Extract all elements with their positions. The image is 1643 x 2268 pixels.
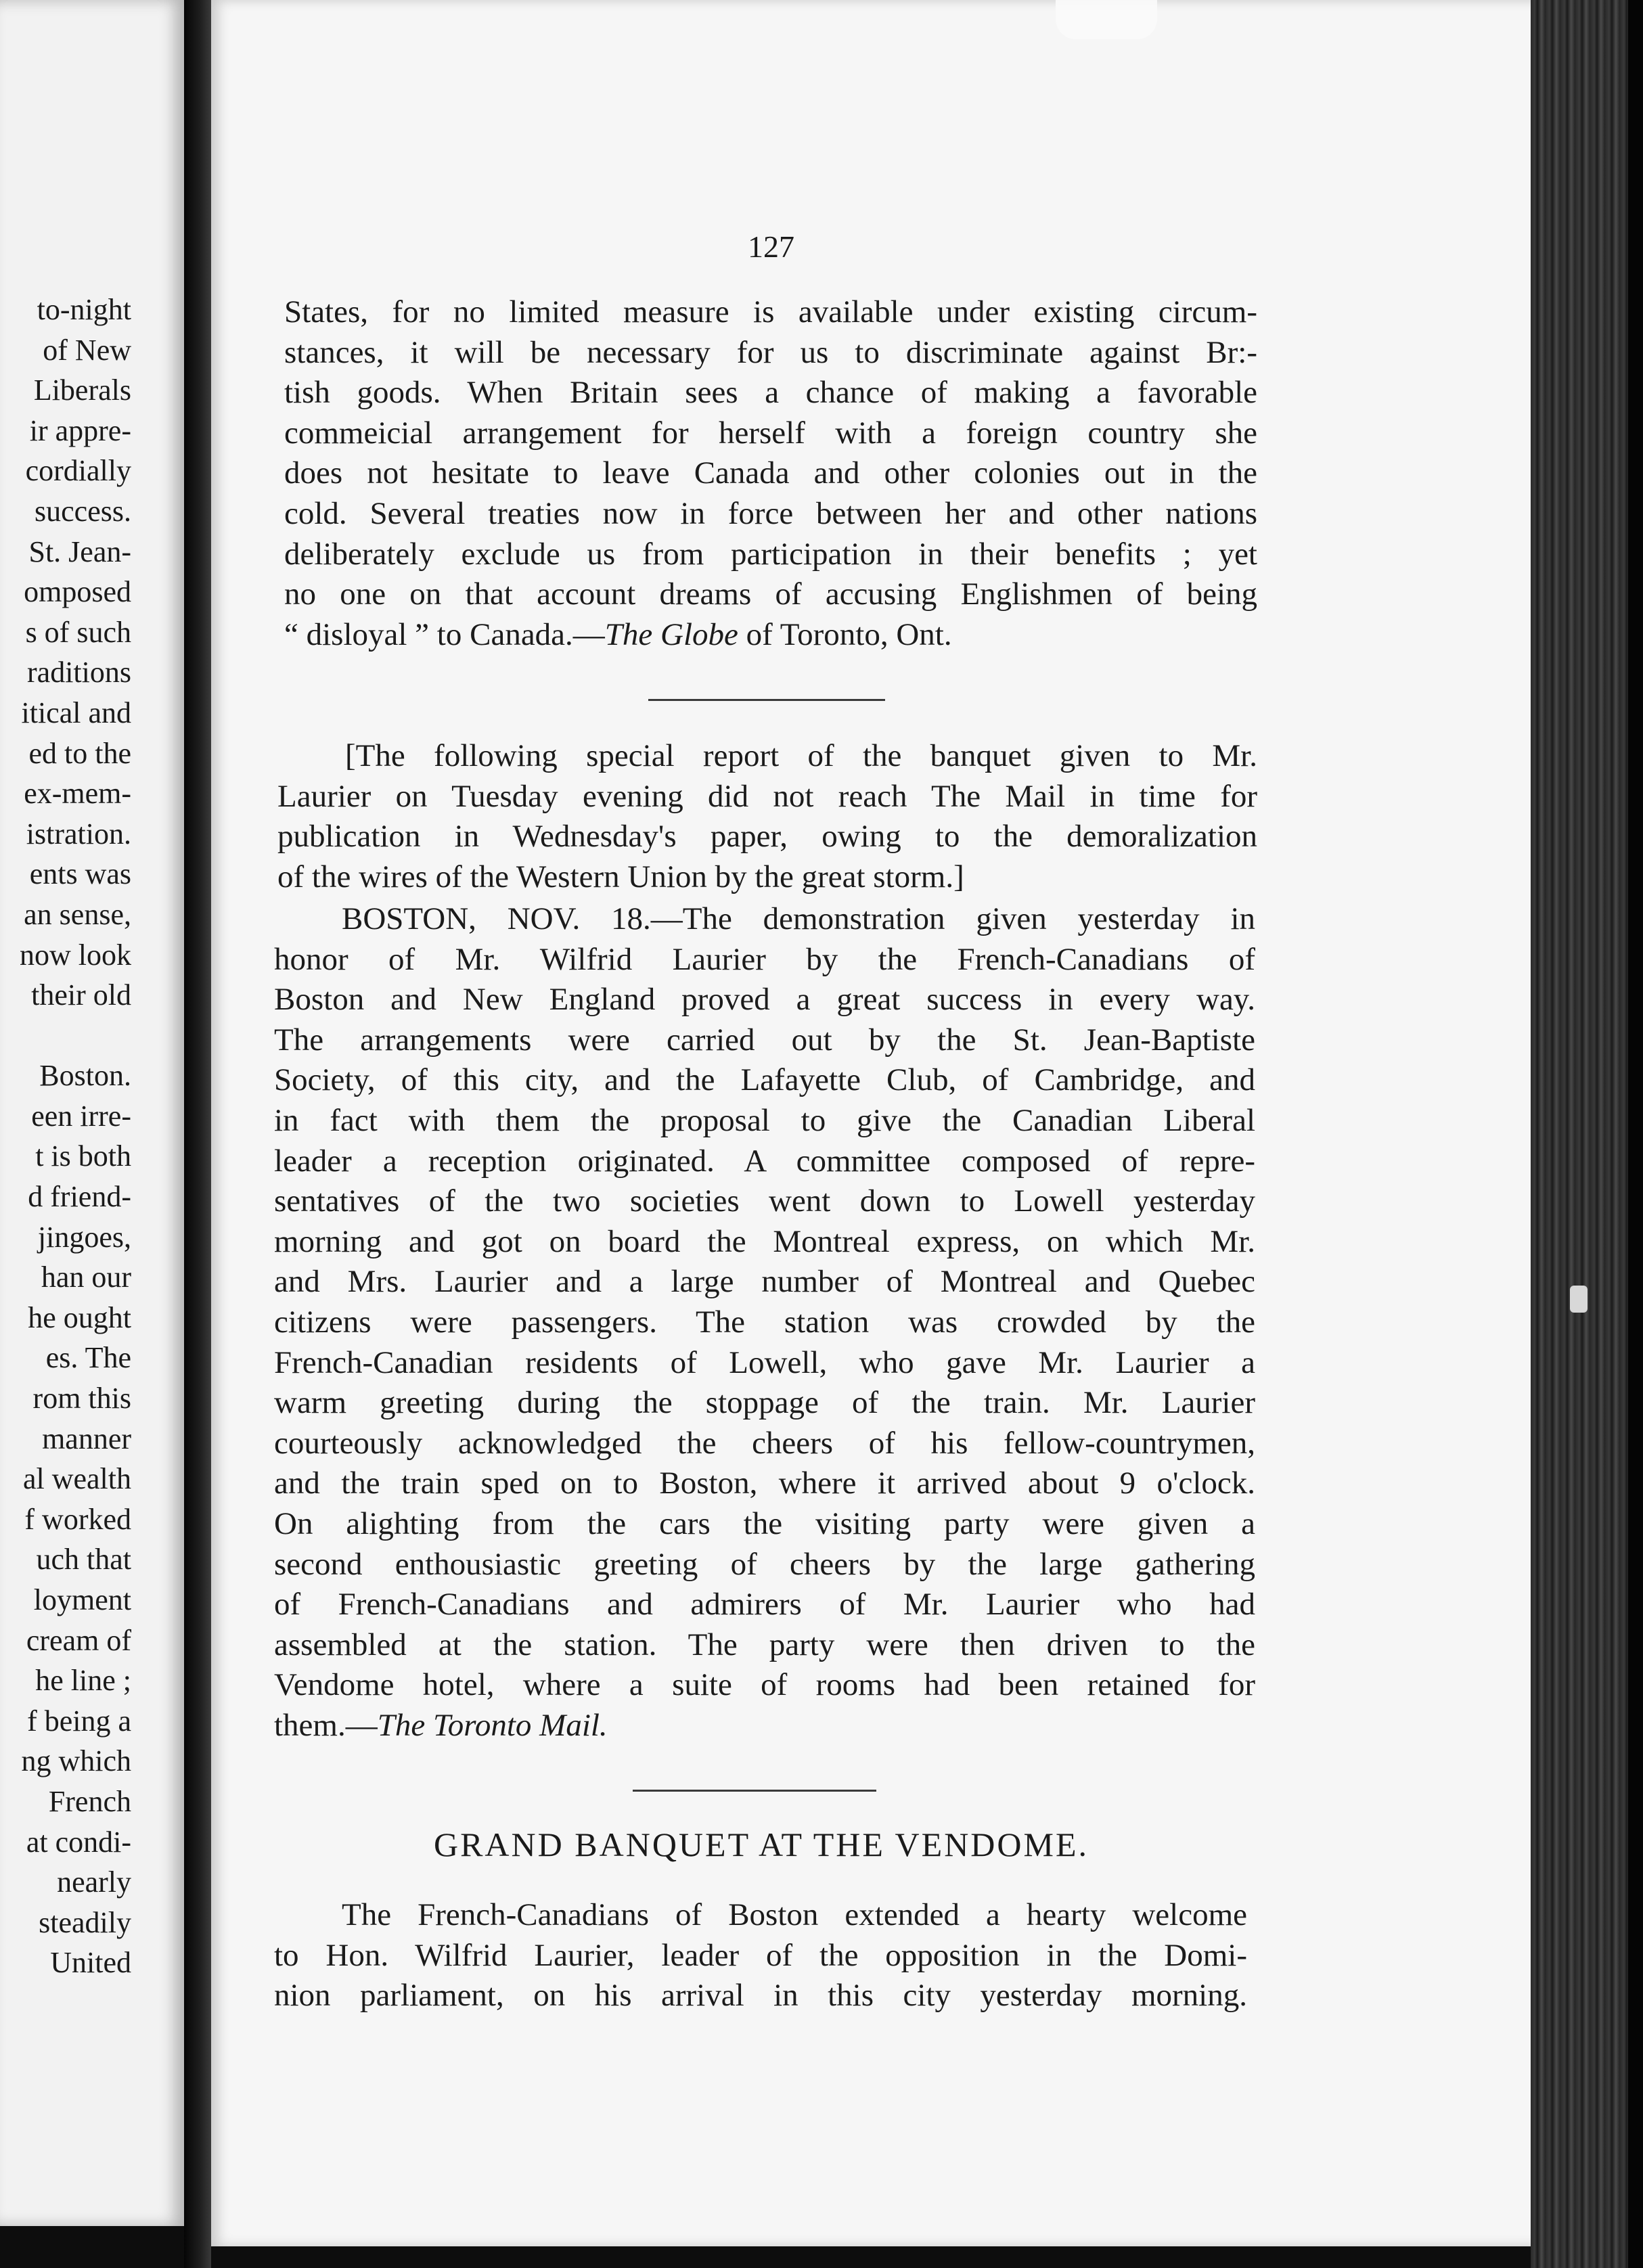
text-line: tish goods. When Britain sees a chance of making a favorable [284,375,1257,411]
left-line: ir appre- [29,413,131,447]
left-line: han our [41,1261,131,1294]
left-line: een irre- [31,1099,131,1133]
left-line: of New [43,333,131,367]
left-line: United [50,1946,131,1980]
text-line: On alighting from the cars the visiting party were given a [274,1505,1255,1541]
left-facing-page [0,0,184,2226]
page-edge-mark [1570,1286,1588,1313]
text-line [284,615,1257,656]
left-line: to-night [37,293,131,326]
left-page-text [20,290,131,1983]
left-line: now look [20,938,131,972]
editor-note-paragraph [277,736,1257,897]
left-line: St. Jean- [28,535,131,568]
left-line: success. [35,494,131,528]
text-line: citizens were passengers. The station was crowded by the [274,1304,1255,1340]
text-line: The arrangements were carried out by the St. Jean-Baptiste [274,1022,1255,1058]
text-line: assembled at the station. The party were then driven to the [274,1627,1255,1662]
text-fragment: them.— [274,1707,378,1743]
left-line: their old [31,978,131,1012]
left-line: es. The [45,1341,131,1375]
left-line: ed to the [28,736,131,770]
left-line: French [48,1784,131,1818]
left-line: at condi- [26,1825,131,1859]
text-line: French-Canadian residents of Lowell, who gave Mr. Laurier a [274,1344,1255,1380]
left-line: cordially [25,454,131,488]
left-line: he line ; [35,1664,131,1698]
text-line: Boston and New England proved a great success in every way. [274,982,1255,1018]
text-line: no one on that account dreams of accusing Englishmen of being [284,576,1257,612]
text-line: The French-Canadians of Boston extended a hearty welcome [342,1897,1247,1932]
left-line: steadily [39,1905,131,1939]
text-line: Vendome hotel, where a suite of rooms had been retained for [274,1667,1255,1703]
left-line: t is both [35,1139,131,1173]
section-divider [633,1790,876,1792]
boston-report-paragraph [274,899,1255,1746]
text-line: honor of Mr. Wilfrid Laurier by the French-Canadians of [274,941,1255,977]
banquet-paragraph [274,1895,1247,2016]
text-line: morning and got on board the Montreal express, on which Mr. [274,1223,1255,1259]
text-line: BOSTON, NOV. 18.—The demonstration given yesterday in [342,901,1255,936]
left-line: istration. [26,817,131,850]
scan-border [1628,0,1643,2268]
left-line: ex-mem- [24,777,131,811]
text-line: and Mrs. Laurier and a large number of Montreal and Quebec [274,1264,1255,1300]
left-line: cream of [26,1623,131,1657]
left-line: loyment [33,1583,131,1616]
text-line: States, for no limited measure is available under existing circum- [284,294,1257,330]
text-line: of the wires of the Western Union by the great storm.] [277,859,964,894]
left-line: rom this [32,1382,131,1415]
left-line: Boston. [39,1059,131,1093]
text-line: to Hon. Wilfrid Laurier, leader of the opposition in the Domi- [274,1937,1247,1973]
left-line: omposed [24,575,131,609]
left-line: ents was [29,857,131,891]
scan-blemish [1056,0,1157,39]
text-line: [The following special report of the banquet given to Mr. [345,738,1257,773]
text-fragment: of Toronto, Ont. [738,616,952,652]
left-line: he ought [28,1300,131,1334]
text-line: nion parliament, on his arrival in this city yesterday morning. [274,1978,1247,2014]
page-edges [1531,0,1628,2268]
page-number: 127 [748,229,794,264]
left-line: jingoes, [37,1220,131,1254]
left-line: manner [42,1422,131,1455]
left-line [20,1016,131,1056]
text-line: sentatives of the two societies went down to Lowell yesterday [274,1183,1255,1219]
section-heading: GRAND BANQUET AT THE VENDOME. [433,1825,1089,1863]
text-line: commeicial arrangement for herself with a foreign country she [284,415,1257,451]
text-line: courteously acknowledged the cheers of his fellow-countrymen, [274,1425,1255,1461]
text-line: publication in Wednesday's paper, owing to the demoralization [277,819,1257,855]
left-line: f worked [24,1502,131,1536]
text-line: warm greeting during the stoppage of the train. Mr. Laurier [274,1385,1255,1421]
text-line: in fact with them the proposal to give the Canadian Liberal [274,1102,1255,1138]
text-line: of French-Canadians and admirers of Mr. Laurier who had [274,1587,1255,1623]
text-line: stances, it will be necessary for us to discriminate against Br:- [284,334,1257,370]
left-line: d friend- [28,1180,131,1214]
text-line: Society, of this city, and the Lafayette Club, of Cambridge, and [274,1062,1255,1098]
globe-paragraph [284,292,1257,655]
left-line: itical and [21,696,131,729]
left-line: al wealth [22,1462,131,1496]
text-line: cold. Several treaties now in force between her and other nations [284,495,1257,531]
text-line: Laurier on Tuesday evening did not reach The Mail in time for [277,778,1257,814]
book-gutter [184,0,211,2268]
left-line: raditions [27,656,131,689]
citation: The Globe [604,616,738,652]
left-line: an sense, [24,897,131,931]
left-line: f being a [27,1704,131,1738]
text-line [274,1706,1255,1746]
text-line: does not hesitate to leave Canada and other colonies out in the [284,455,1257,491]
left-line: s of such [25,615,131,649]
left-line: ng which [21,1744,131,1778]
citation: The Toronto Mail. [377,1707,608,1743]
left-line: Liberals [33,373,131,407]
text-line: and the train sped on to Boston, where it arrived about 9 o'clock. [274,1466,1255,1501]
text-line: leader a reception originated. A committee composed of repre- [274,1143,1255,1179]
left-line: uch that [36,1543,131,1577]
section-divider [648,699,885,701]
text-line: deliberately exclude us from participation in their benefits ; yet [284,536,1257,572]
text-fragment: “ disloyal ” to Canada.— [284,616,605,652]
text-line: second enthousiastic greeting of cheers by the large gathering [274,1546,1255,1582]
left-line: nearly [57,1865,131,1899]
